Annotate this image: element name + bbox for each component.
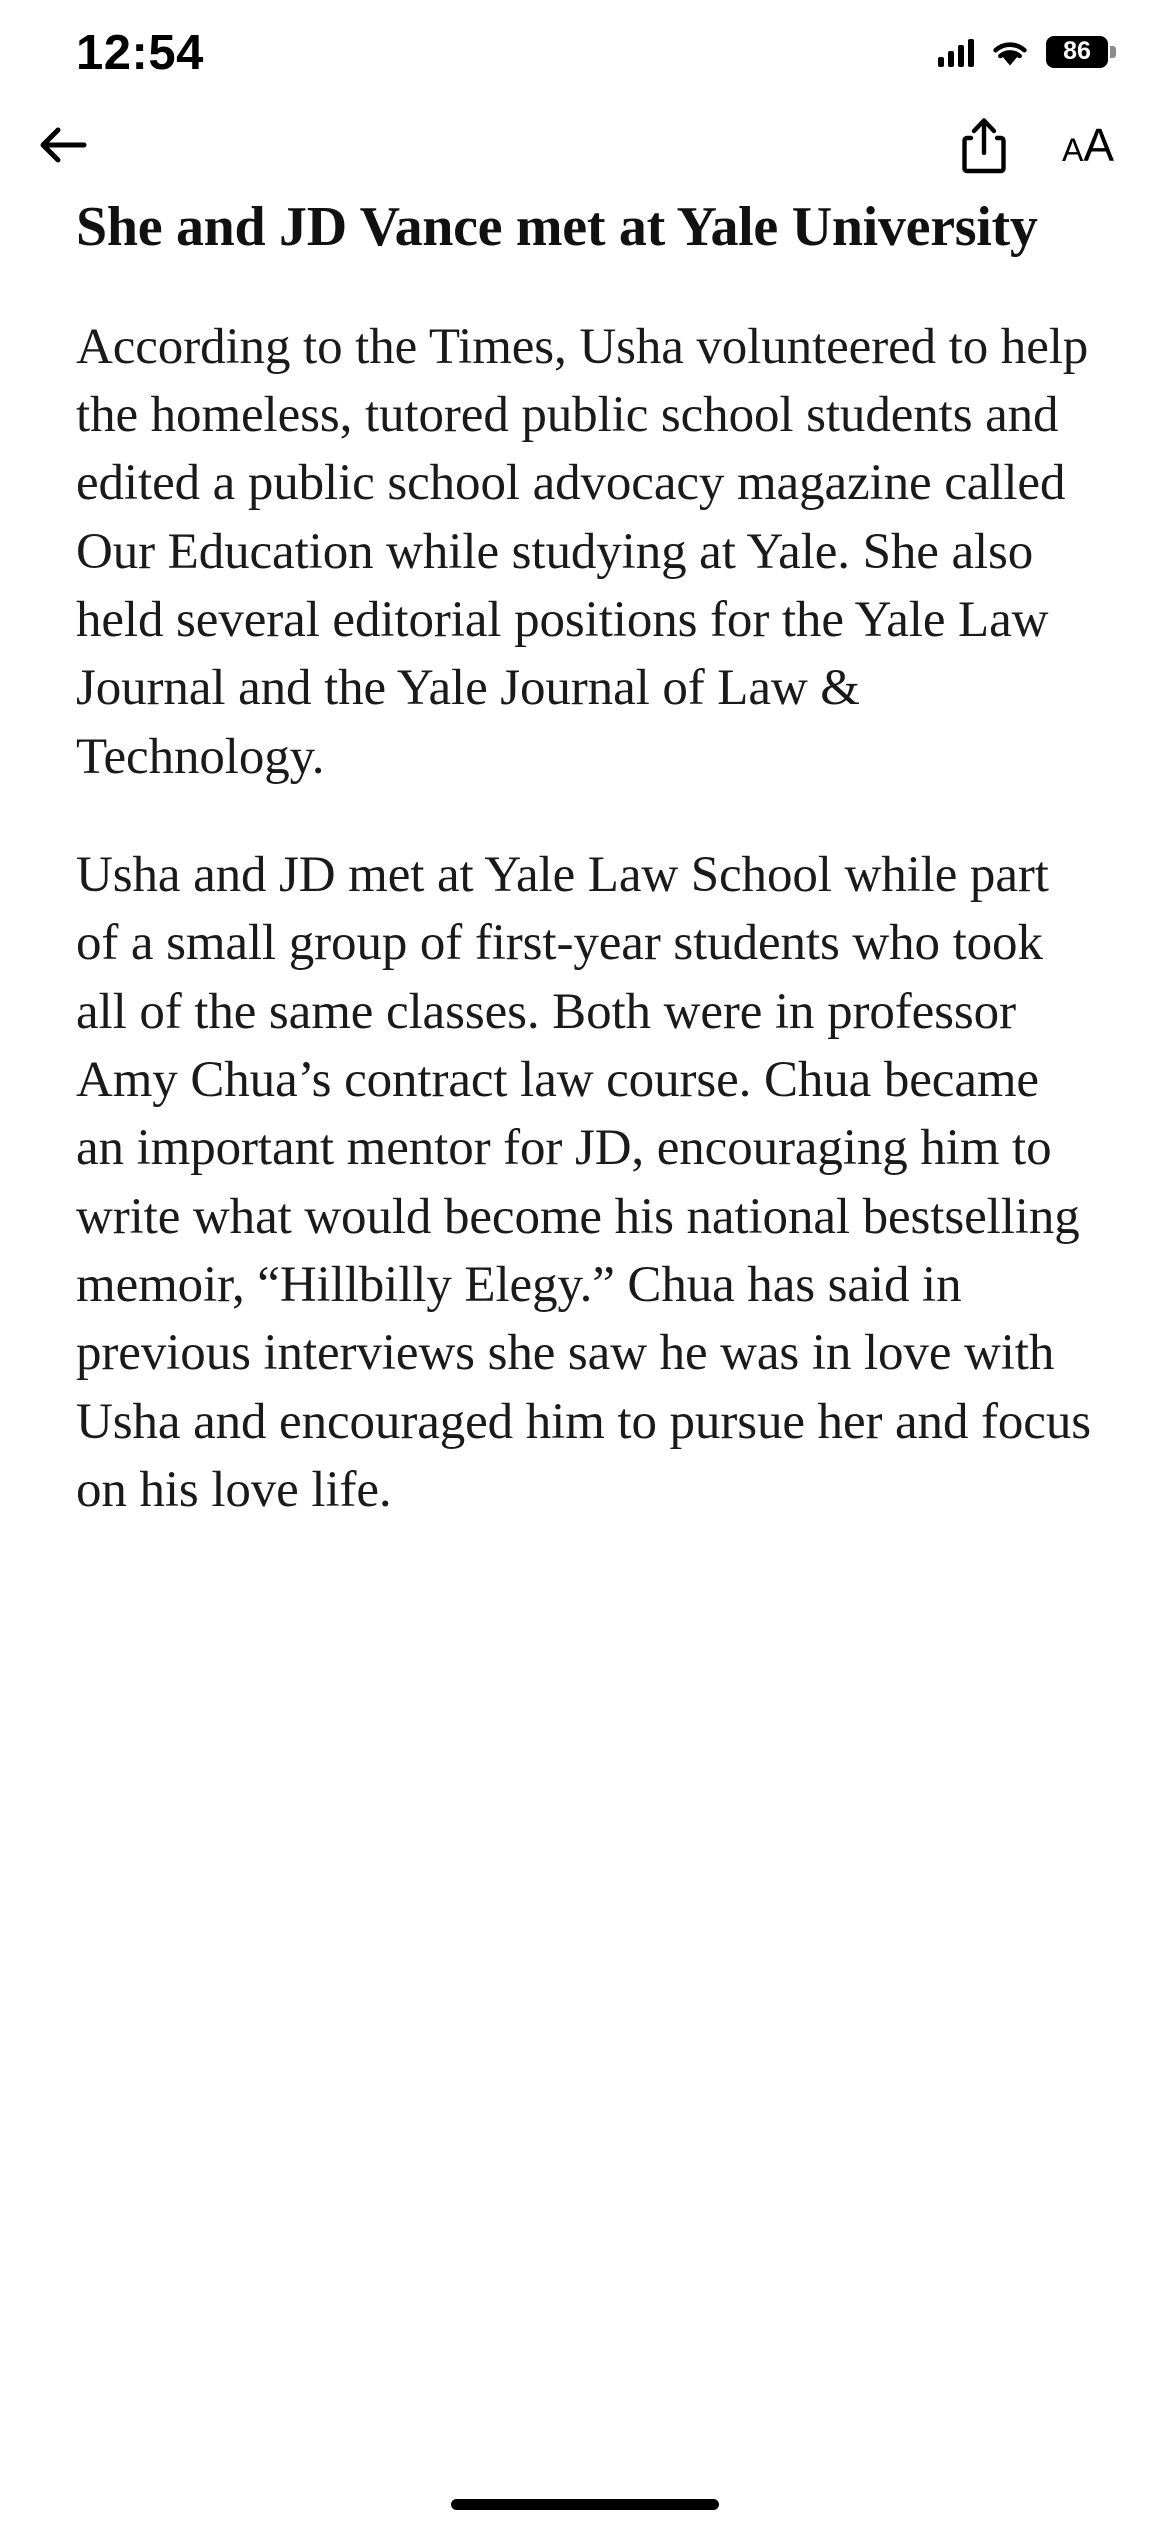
text-size-small-a: A <box>1061 132 1084 168</box>
text-size-large-a: A <box>1083 119 1114 171</box>
navigation-bar <box>0 100 1170 190</box>
article-paragraph: Usha and JD met at Yale Law School while part of a small group of first-year students who took all of the same classes. Both were in professor Amy Chua’s contract law course. Chua became an important mentor for JD, encouraging him to write what would become his national bestselling memoir, “Hillbilly Elegy.” Chua has said in previous interviews she saw he was in love with Usha and encouraged him to pursue her and focus on his love life. <box>76 847 1091 1518</box>
article-content <box>0 196 1170 1524</box>
wifi-icon <box>990 37 1030 67</box>
status-bar <box>0 0 1170 100</box>
nav-left-group <box>34 116 92 174</box>
share-icon <box>962 117 1006 173</box>
back-arrow-icon <box>34 116 92 174</box>
share-button[interactable] <box>962 117 1006 173</box>
page-title: She and JD Vance met at Yale University <box>76 196 1038 258</box>
cellular-signal-icon <box>938 37 974 67</box>
back-button[interactable] <box>34 116 92 174</box>
battery-icon <box>1046 36 1108 68</box>
battery-level: 86 <box>1063 37 1091 65</box>
nav-right-group <box>962 117 1114 173</box>
article-paragraph: According to the Times, Usha volunteered to help the homeless, tutored public school students and edited a public school advocacy magazine called Our Education while studying at Yale. She also held several editorial positions for the Yale Law Journal and the Yale Journal of Law & Technology. <box>76 318 1089 785</box>
text-size-button[interactable] <box>1061 119 1114 171</box>
home-indicator[interactable] <box>451 2499 719 2510</box>
status-time: 12:54 <box>76 25 204 80</box>
text-size-icon <box>1061 119 1114 171</box>
status-indicators <box>938 32 1108 68</box>
